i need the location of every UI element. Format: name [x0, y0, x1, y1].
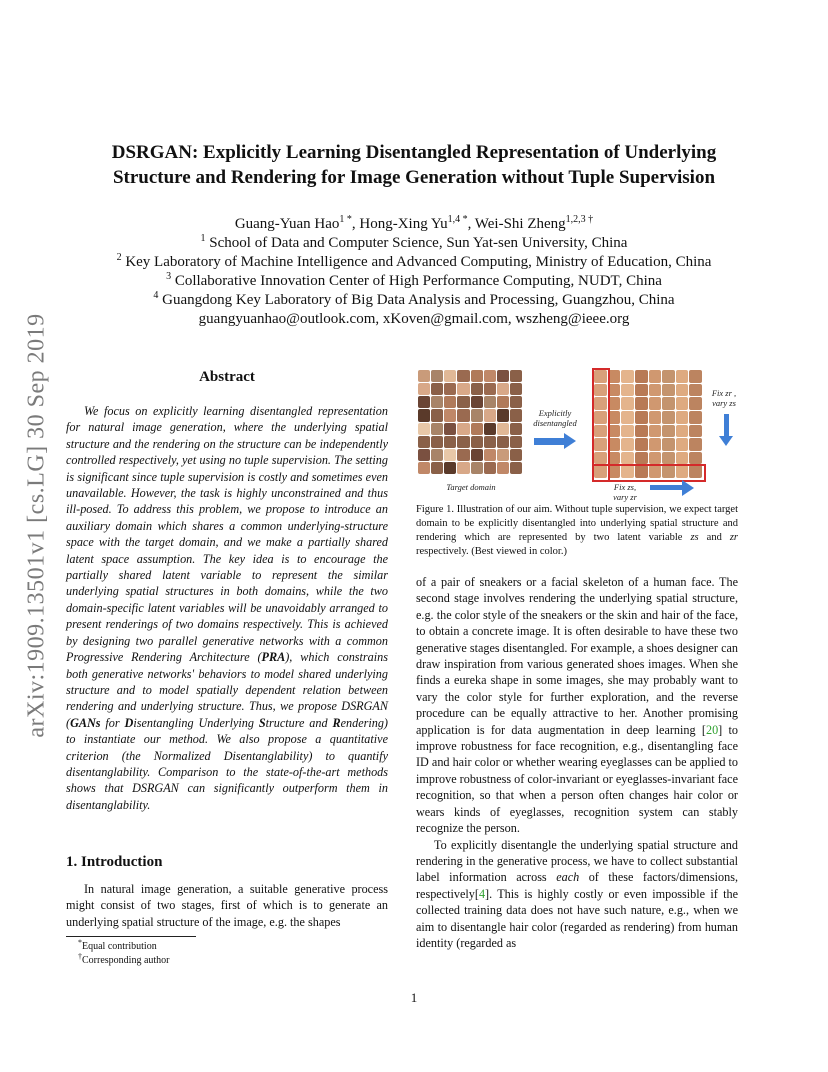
- face-thumbnail: [689, 384, 702, 397]
- author-2-affil: 1,4 *: [447, 214, 468, 225]
- caption-text: Figure 1. Illustration of our aim. Without tuple supervision, we expect target domain to be explicitly disentangled into underlying spatial structure and rendering which are represented by two latent variable: [416, 504, 738, 543]
- face-thumbnail: [431, 436, 443, 448]
- face-thumbnail: [662, 397, 675, 410]
- face-thumbnail: [471, 436, 483, 448]
- affiliation-mark: 4: [153, 290, 159, 301]
- face-thumbnail: [621, 370, 634, 383]
- face-thumbnail: [676, 425, 689, 438]
- face-thumbnail: [418, 462, 430, 474]
- face-thumbnail: [676, 397, 689, 410]
- affiliation-mark: 1: [200, 233, 206, 244]
- face-thumbnail: [457, 409, 469, 421]
- abstract-heading: Abstract: [199, 369, 255, 385]
- face-thumbnail: [497, 423, 509, 435]
- face-thumbnail: [649, 411, 662, 424]
- affiliation-1: [60, 234, 768, 253]
- face-thumbnail: [431, 449, 443, 461]
- citation-link[interactable]: 4: [478, 886, 486, 901]
- face-thumbnail: [662, 452, 675, 465]
- affiliation-4: [60, 291, 768, 310]
- face-thumbnail: [471, 409, 483, 421]
- caption-var-zs: zs: [690, 532, 699, 543]
- face-thumbnail: [621, 438, 634, 451]
- face-thumbnail: [635, 411, 648, 424]
- face-thumbnail: [431, 370, 443, 382]
- face-thumbnail: [444, 409, 456, 421]
- face-thumbnail: [510, 396, 522, 408]
- citation-link[interactable]: 20: [705, 722, 719, 737]
- affiliation-mark: 2: [116, 252, 122, 263]
- footnote-text: Equal contribution: [82, 941, 157, 952]
- caption-var-zr: zr: [729, 532, 738, 543]
- disentangled-face-grid: [594, 370, 702, 478]
- face-thumbnail: [457, 449, 469, 461]
- page-number: 1: [410, 990, 418, 1005]
- face-thumbnail: [676, 411, 689, 424]
- face-thumbnail: [676, 438, 689, 451]
- fix-zs-label: [604, 482, 646, 502]
- face-thumbnail: [635, 370, 648, 383]
- face-thumbnail: [431, 396, 443, 408]
- affiliation-text: Guangdong Key Laboratory of Big Data Analysis and Processing, Guangzhou, China: [158, 292, 675, 308]
- arxiv-stamp: [22, 290, 52, 760]
- abstract-emph: D: [124, 715, 134, 730]
- face-thumbnail: [431, 423, 443, 435]
- face-thumbnail: [621, 397, 634, 410]
- abstract-text: for: [100, 715, 125, 730]
- face-thumbnail: [649, 384, 662, 397]
- abstract-body: [66, 403, 388, 813]
- face-thumbnail: [418, 383, 430, 395]
- body-text: ]. This is highly costly or even impossible if the collected training data does not have such nature, e.g., when we aim to disentangle hair color (regarded as rendering) from human identity (regarded as: [416, 886, 738, 950]
- caption-text: and: [698, 532, 730, 543]
- title-line-2: Structure and Rendering for Image Generation without Tuple Supervision: [112, 167, 716, 188]
- face-thumbnail: [689, 411, 702, 424]
- footnotes: [66, 940, 170, 968]
- face-thumbnail: [497, 449, 509, 461]
- caption-text: respectively. (Best viewed in color.): [416, 546, 567, 557]
- face-thumbnail: [635, 397, 648, 410]
- face-thumbnail: [484, 423, 496, 435]
- footnote-rule: [66, 936, 196, 937]
- face-thumbnail: [497, 462, 509, 474]
- fix-zs-text: Fix zs,: [613, 482, 637, 492]
- face-thumbnail: [497, 409, 509, 421]
- vary-rendering-arrow-icon: [650, 485, 682, 490]
- face-thumbnail: [676, 384, 689, 397]
- author-emails: guangyuanhao@outlook.com, xKoven@gmail.com, wszheng@ieee.org: [198, 311, 630, 327]
- face-thumbnail: [471, 423, 483, 435]
- face-thumbnail: [510, 423, 522, 435]
- disentangle-arrow-icon: [534, 438, 564, 445]
- face-thumbnail: [662, 438, 675, 451]
- footnote-mark: †: [78, 952, 82, 961]
- face-thumbnail: [418, 423, 430, 435]
- face-thumbnail: [471, 383, 483, 395]
- author-names: [60, 215, 768, 234]
- body-paragraph: [416, 837, 738, 952]
- vary-zr-text: vary zr: [613, 492, 637, 502]
- intro-body: [66, 881, 388, 930]
- fix-zr-label: [706, 388, 742, 408]
- body-text: of a pair of sneakers or a facial skeleton of a human face. The second stage involves rendering the underlying spatial structure, e.g. the color style of the sneakers or the skin and hair of the face, to obtain a concrete image. It is often desirable to have these two generative stages disentangled. For example, a shoes designer can draw inspiration from various generated shoes images. When she finds a eureka shape in some images, she may probably want to vary the color style for further exploration, and the reverse procedure can be equally attractive to her. Another promising application is for data augmentation in deep learning [: [416, 575, 738, 737]
- abstract-text: isentangling Underlying: [133, 715, 259, 730]
- affiliation-3: [60, 272, 768, 291]
- affiliation-text: School of Data and Computer Science, Sun Yat-sen University, China: [205, 235, 628, 251]
- intro-paragraph: In natural image generation, a suitable generative process might consist of two stages, first of which is to generate an underlying spatial structure of the image, e.g. the shapes: [66, 882, 388, 929]
- face-thumbnail: [635, 452, 648, 465]
- face-thumbnail: [510, 462, 522, 474]
- face-thumbnail: [457, 462, 469, 474]
- face-thumbnail: [444, 423, 456, 435]
- face-thumbnail: [444, 396, 456, 408]
- face-thumbnail: [444, 462, 456, 474]
- face-thumbnail: [621, 411, 634, 424]
- affiliation-2: [60, 253, 768, 272]
- face-thumbnail: [418, 449, 430, 461]
- face-thumbnail: [484, 449, 496, 461]
- face-thumbnail: [649, 370, 662, 383]
- face-thumbnail: [484, 409, 496, 421]
- face-thumbnail: [689, 452, 702, 465]
- face-thumbnail: [418, 436, 430, 448]
- face-thumbnail: [510, 449, 522, 461]
- face-thumbnail: [418, 370, 430, 382]
- abstract-paragraph: [66, 403, 388, 813]
- face-thumbnail: [662, 425, 675, 438]
- face-thumbnail: [471, 396, 483, 408]
- face-thumbnail: [431, 409, 443, 421]
- face-thumbnail: [484, 436, 496, 448]
- target-domain-face-grid: [418, 370, 522, 474]
- face-thumbnail: [497, 396, 509, 408]
- face-thumbnail: [649, 397, 662, 410]
- abstract-emph: S: [258, 715, 266, 730]
- face-thumbnail: [689, 438, 702, 451]
- face-thumbnail: [444, 383, 456, 395]
- vary-zs-text: vary zs: [712, 398, 736, 408]
- face-thumbnail: [676, 452, 689, 465]
- face-thumbnail: [662, 370, 675, 383]
- face-thumbnail: [484, 383, 496, 395]
- body-text: ] to improve robustness for face recognition, e.g., disentangling face ID and hair color or whether wearing eyeglasses can be applied to improve robustness of color-invariant or eyeglasses-invariant face recognition, so that when a person often changes hair color or wears kinds of eyeglasses, recognition system can stably recognize the person.: [416, 722, 738, 836]
- face-thumbnail: [444, 449, 456, 461]
- paper-title: [70, 140, 758, 190]
- figure-caption: [416, 503, 738, 559]
- body-paragraph: [416, 574, 738, 837]
- target-domain-label: Target domain: [446, 482, 496, 492]
- face-thumbnail: [510, 370, 522, 382]
- face-thumbnail: [497, 383, 509, 395]
- face-thumbnail: [635, 425, 648, 438]
- disentangled-text: disentangled: [533, 418, 577, 428]
- affiliation-mark: 3: [166, 271, 172, 282]
- intro-heading: 1. Introduction: [66, 854, 163, 870]
- body-emph: each: [556, 870, 580, 885]
- affiliation-text: Key Laboratory of Machine Intelligence and Advanced Computing, Ministry of Education, China: [121, 254, 712, 270]
- face-thumbnail: [635, 384, 648, 397]
- explicitly-text: Explicitly: [538, 408, 572, 418]
- abstract-emph: R: [332, 715, 341, 730]
- face-thumbnail: [484, 462, 496, 474]
- face-thumbnail: [471, 462, 483, 474]
- author-1-affil: 1 *: [339, 214, 352, 225]
- face-thumbnail: [649, 452, 662, 465]
- face-thumbnail: [621, 425, 634, 438]
- face-thumbnail: [510, 409, 522, 421]
- face-thumbnail: [662, 384, 675, 397]
- face-thumbnail: [621, 452, 634, 465]
- face-thumbnail: [431, 462, 443, 474]
- face-thumbnail: [497, 436, 509, 448]
- author-2: , Hong-Xing Yu: [351, 216, 448, 232]
- face-thumbnail: [431, 383, 443, 395]
- face-thumbnail: [457, 436, 469, 448]
- title-line-1: DSRGAN: Explicitly Learning Disentangled Representation of Underlying: [111, 142, 717, 163]
- face-thumbnail: [676, 370, 689, 383]
- abstract-emph: PRA: [261, 650, 286, 665]
- face-thumbnail: [689, 425, 702, 438]
- abstract-emph: GANs: [70, 715, 101, 730]
- footnote-text: Corresponding author: [82, 955, 170, 966]
- vary-structure-arrow-icon: [724, 414, 729, 436]
- figure-1: [416, 368, 738, 500]
- face-thumbnail: [635, 438, 648, 451]
- abstract-text: We focus on explicitly learning disentangled representation for natural image generation, where the underlying spatial structure and the rendering on the structure can be independently controlled respectively, yet using no tuple supervision. The setting is significant since tuple supervision is costly and sometimes even unavailable. However, the task is highly unconstrained and thus ill-posed. To address this problem, we propose to introduce an auxiliary domain which shares a common underlying-structure space with the target domain, and we make a partially shared latent space assumption. The key idea is to encourage the partially shared latent variable to represent the similar underlying spatial structures in both domains, while the two domain-specific latent variables will be unavoidably arranged to present renderings of two domains respectively. This is achieved by designing two parallel generative networks with a common Progressive Rendering Architecture (: [66, 404, 388, 665]
- face-thumbnail: [418, 409, 430, 421]
- body-text: To explicitly disentangle the underlying spatial structure and rendering in the generative process, we have to collect substantial label information across: [416, 837, 738, 885]
- face-thumbnail: [484, 396, 496, 408]
- face-thumbnail: [471, 370, 483, 382]
- body-text: of these factors/dimensions, respectively[: [416, 870, 739, 901]
- face-thumbnail: [689, 370, 702, 383]
- face-thumbnail: [418, 396, 430, 408]
- face-thumbnail: [457, 396, 469, 408]
- face-thumbnail: [444, 370, 456, 382]
- footnote-mark: *: [78, 938, 82, 947]
- face-thumbnail: [649, 438, 662, 451]
- affiliation-text: Collaborative Innovation Center of High Performance Computing, NUDT, China: [171, 273, 662, 289]
- face-thumbnail: [662, 411, 675, 424]
- author-3-affil: 1,2,3 †: [565, 214, 594, 225]
- abstract-text: tructure and: [265, 715, 333, 730]
- face-thumbnail: [484, 370, 496, 382]
- face-thumbnail: [457, 383, 469, 395]
- author-block: [60, 215, 768, 329]
- face-thumbnail: [457, 423, 469, 435]
- face-thumbnail: [689, 397, 702, 410]
- explicitly-label: [528, 408, 582, 428]
- fix-zr-text: Fix zr ,: [711, 388, 737, 398]
- face-thumbnail: [444, 436, 456, 448]
- face-thumbnail: [457, 370, 469, 382]
- abstract-text: ), which constrains both generative networks' behaviors to model shared underlying structure and to model spatially dependent relation between rendering and underlying structure. Thus, we propose DSRGAN (: [66, 650, 388, 730]
- arxiv-stamp-text: arXiv:1909.13501v1 [cs.LG] 30 Sep 2019: [23, 312, 50, 738]
- author-3: , Wei-Shi Zheng: [467, 216, 566, 232]
- abstract-text: endering) to instantiate our method. We also propose a quantitative criterion (the Normalized Disentanglability) to quantify disentanglability. Comparison to the state-of-the-art methods shows that DSRGAN can significantly outperform them in disentanglability.: [66, 715, 388, 812]
- face-thumbnail: [510, 436, 522, 448]
- face-thumbnail: [497, 370, 509, 382]
- face-thumbnail: [621, 384, 634, 397]
- right-column-body: [416, 574, 738, 951]
- author-1: Guang-Yuan Hao: [234, 216, 340, 232]
- face-thumbnail: [471, 449, 483, 461]
- face-thumbnail: [510, 383, 522, 395]
- footnote-corresponding: [66, 954, 170, 968]
- face-thumbnail: [649, 425, 662, 438]
